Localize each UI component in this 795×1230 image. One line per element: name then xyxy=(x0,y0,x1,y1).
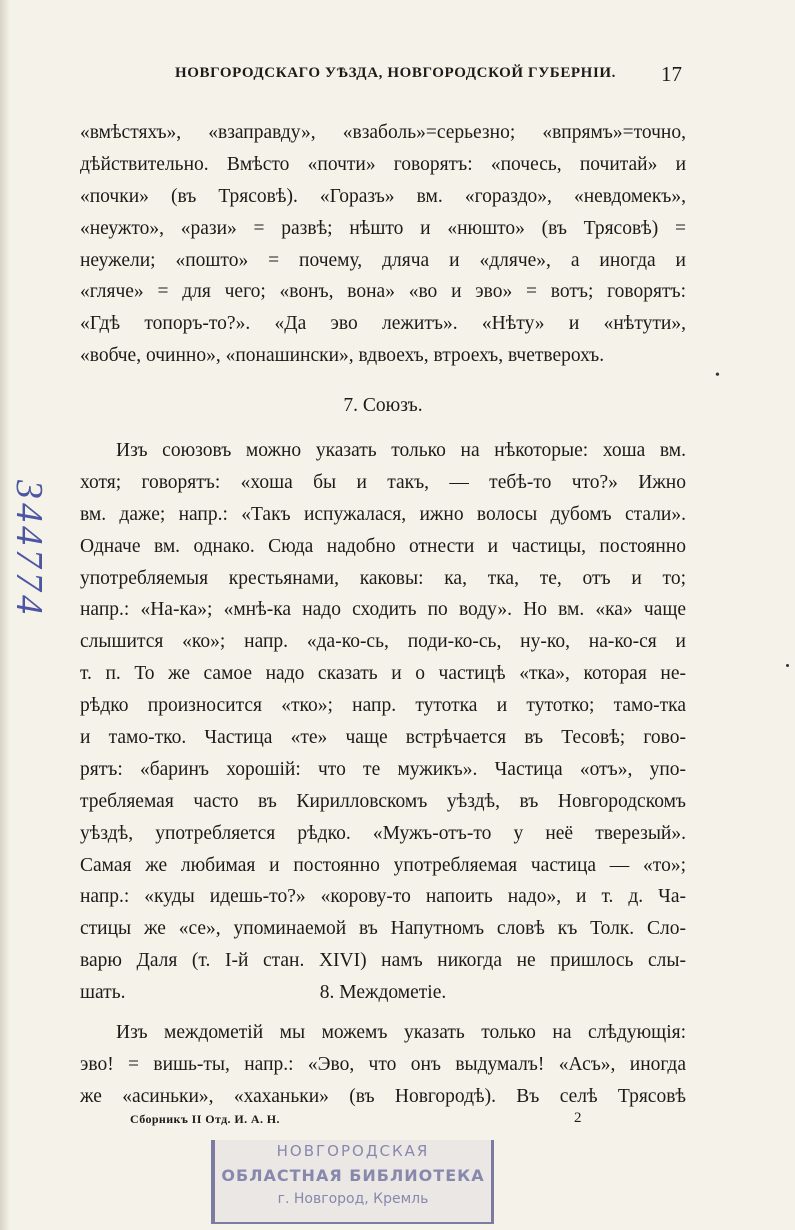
text-line: рѣдко произносится «тко»; напр. тутотка и тутотко; тамо-тка xyxy=(80,695,686,717)
text-line: «вмѣстяхъ», «взаправду», «взаболь»=серьезно; «впрямъ»=точно, xyxy=(80,122,686,143)
text-line: шать. xyxy=(80,982,126,1004)
text-line: и тамо-тко. Частица «те» чаще встрѣчается въ Тесовѣ; гово- xyxy=(80,727,686,749)
text-line: хотя; говорятъ: «хоша бы и такъ, — тебѣ-то что?» Ижно xyxy=(80,471,686,493)
text-line: требляемая часто въ Кирилловскомъ уѣздѣ, въ Новгородскомъ xyxy=(80,790,686,812)
section-heading-conjunction: 7. Союзъ. xyxy=(343,395,423,416)
stamp-line: НОВГОРОДСКАЯ xyxy=(276,1142,430,1160)
page-number: 17 xyxy=(661,62,682,86)
section-heading-interjection: 8. Междометіе. xyxy=(319,982,447,1003)
text-line: т. п. То же самое надо сказать и о частицѣ «тка», которая не- xyxy=(80,663,686,685)
text-line: уѣздѣ, употребляется рѣдко. «Мужъ-отъ-то у неё тверезый». xyxy=(80,822,686,844)
text-line: «вобче, очинно», «понашински», вдвоехъ, втроехъ, вчетверохъ. xyxy=(80,345,605,367)
paragraph-conjunctions xyxy=(80,435,686,1009)
text-line: напр.: «куды идешь-то?» «корову-то напоить надо», и т. д. Ча- xyxy=(80,886,686,908)
sheet-number: 2 xyxy=(574,1110,582,1126)
text-line: употребляемыя крестьянами, каковы: ка, тка, те, отъ и то; xyxy=(80,567,686,589)
inventory-number-handwritten: 344774 xyxy=(8,480,50,618)
text-line: неужели; «пошто» = почему, дляча и «дляче», а иногда и xyxy=(80,249,686,271)
text-line: слышится «ко»; напр. «да-ко-сь, поди-ко-сь, ну-ко, на-ко-ся и xyxy=(80,631,686,653)
text-line: стицы же «се», упоминаемой въ Напутномъ словѣ къ Толк. Сло- xyxy=(80,918,686,940)
text-line: «почки» (въ Трясовѣ). «Горазъ» вм. «гораздо», «невдомекъ», xyxy=(80,185,686,207)
paragraph-interjections xyxy=(80,1017,686,1113)
text-line: напр.: «На-ка»; «мнѣ-ка надо сходить по воду». Но вм. «ка» чаще xyxy=(80,599,686,621)
library-stamp xyxy=(211,1140,494,1224)
text-line: варю Даля (т. І-й стан. XIVI) намъ никогда не пришлось слы- xyxy=(80,950,686,972)
text-line: рятъ: «баринъ хорошій: что те мужикъ». Частица «отъ», упо- xyxy=(80,758,686,780)
text-line: Самая же любимая и постоянно употребляемая частица — «то»; xyxy=(80,854,686,876)
header-title: НОВГОРОДСКАГО УѢЗДА, НОВГОРОДСКОЙ ГУБЕРНІИ. xyxy=(175,65,617,81)
stamp-line: ОБЛАСТНАЯ БИБЛИОТЕКА xyxy=(221,1166,485,1185)
text-line: вм. даже; напр.: «Такъ испужалася, ижно волосы дубомъ стали». xyxy=(80,503,686,525)
text-line: эво! = вишь-ты, напр.: «Эво, что онъ выдумалъ! «Асъ», иногда xyxy=(80,1053,686,1075)
text-line: «неужто», «рази» = развѣ; нѣшто и «нюшто» (въ Трясовѣ) = xyxy=(80,217,686,239)
ink-mark: • xyxy=(715,368,720,383)
text-line: дѣйствительно. Вмѣсто «почти» говорятъ: «почесь, почитай» и xyxy=(80,153,686,175)
signature-mark: Сборникъ II Отд. И. А. Н. xyxy=(130,1112,280,1126)
text-line: «Гдѣ топоръ-то?». «Да эво лежитъ». «Нѣту» и «нѣтути», xyxy=(80,313,686,335)
text-line: Изъ междометій мы можемъ указать только на слѣдующія: xyxy=(116,1022,686,1043)
paragraph-adverbs xyxy=(80,117,686,372)
text-line: «гляче» = для чего; «вонъ, вона» «во и эво» = вотъ; говорятъ: xyxy=(80,281,686,303)
text-line: же «асиньки», «хаханьки» (въ Новгородѣ). Въ селѣ Трясовѣ xyxy=(80,1085,686,1107)
running-header xyxy=(80,62,685,88)
ink-speck xyxy=(786,664,789,667)
text-line: Изъ союзовъ можно указать только на нѣкоторые: хоша вм. xyxy=(116,440,686,461)
text-line: Одначе вм. однако. Сюда надобно отнести и частицы, постоянно xyxy=(80,535,686,557)
stamp-line: г. Новгород, Кремль xyxy=(277,1191,429,1207)
